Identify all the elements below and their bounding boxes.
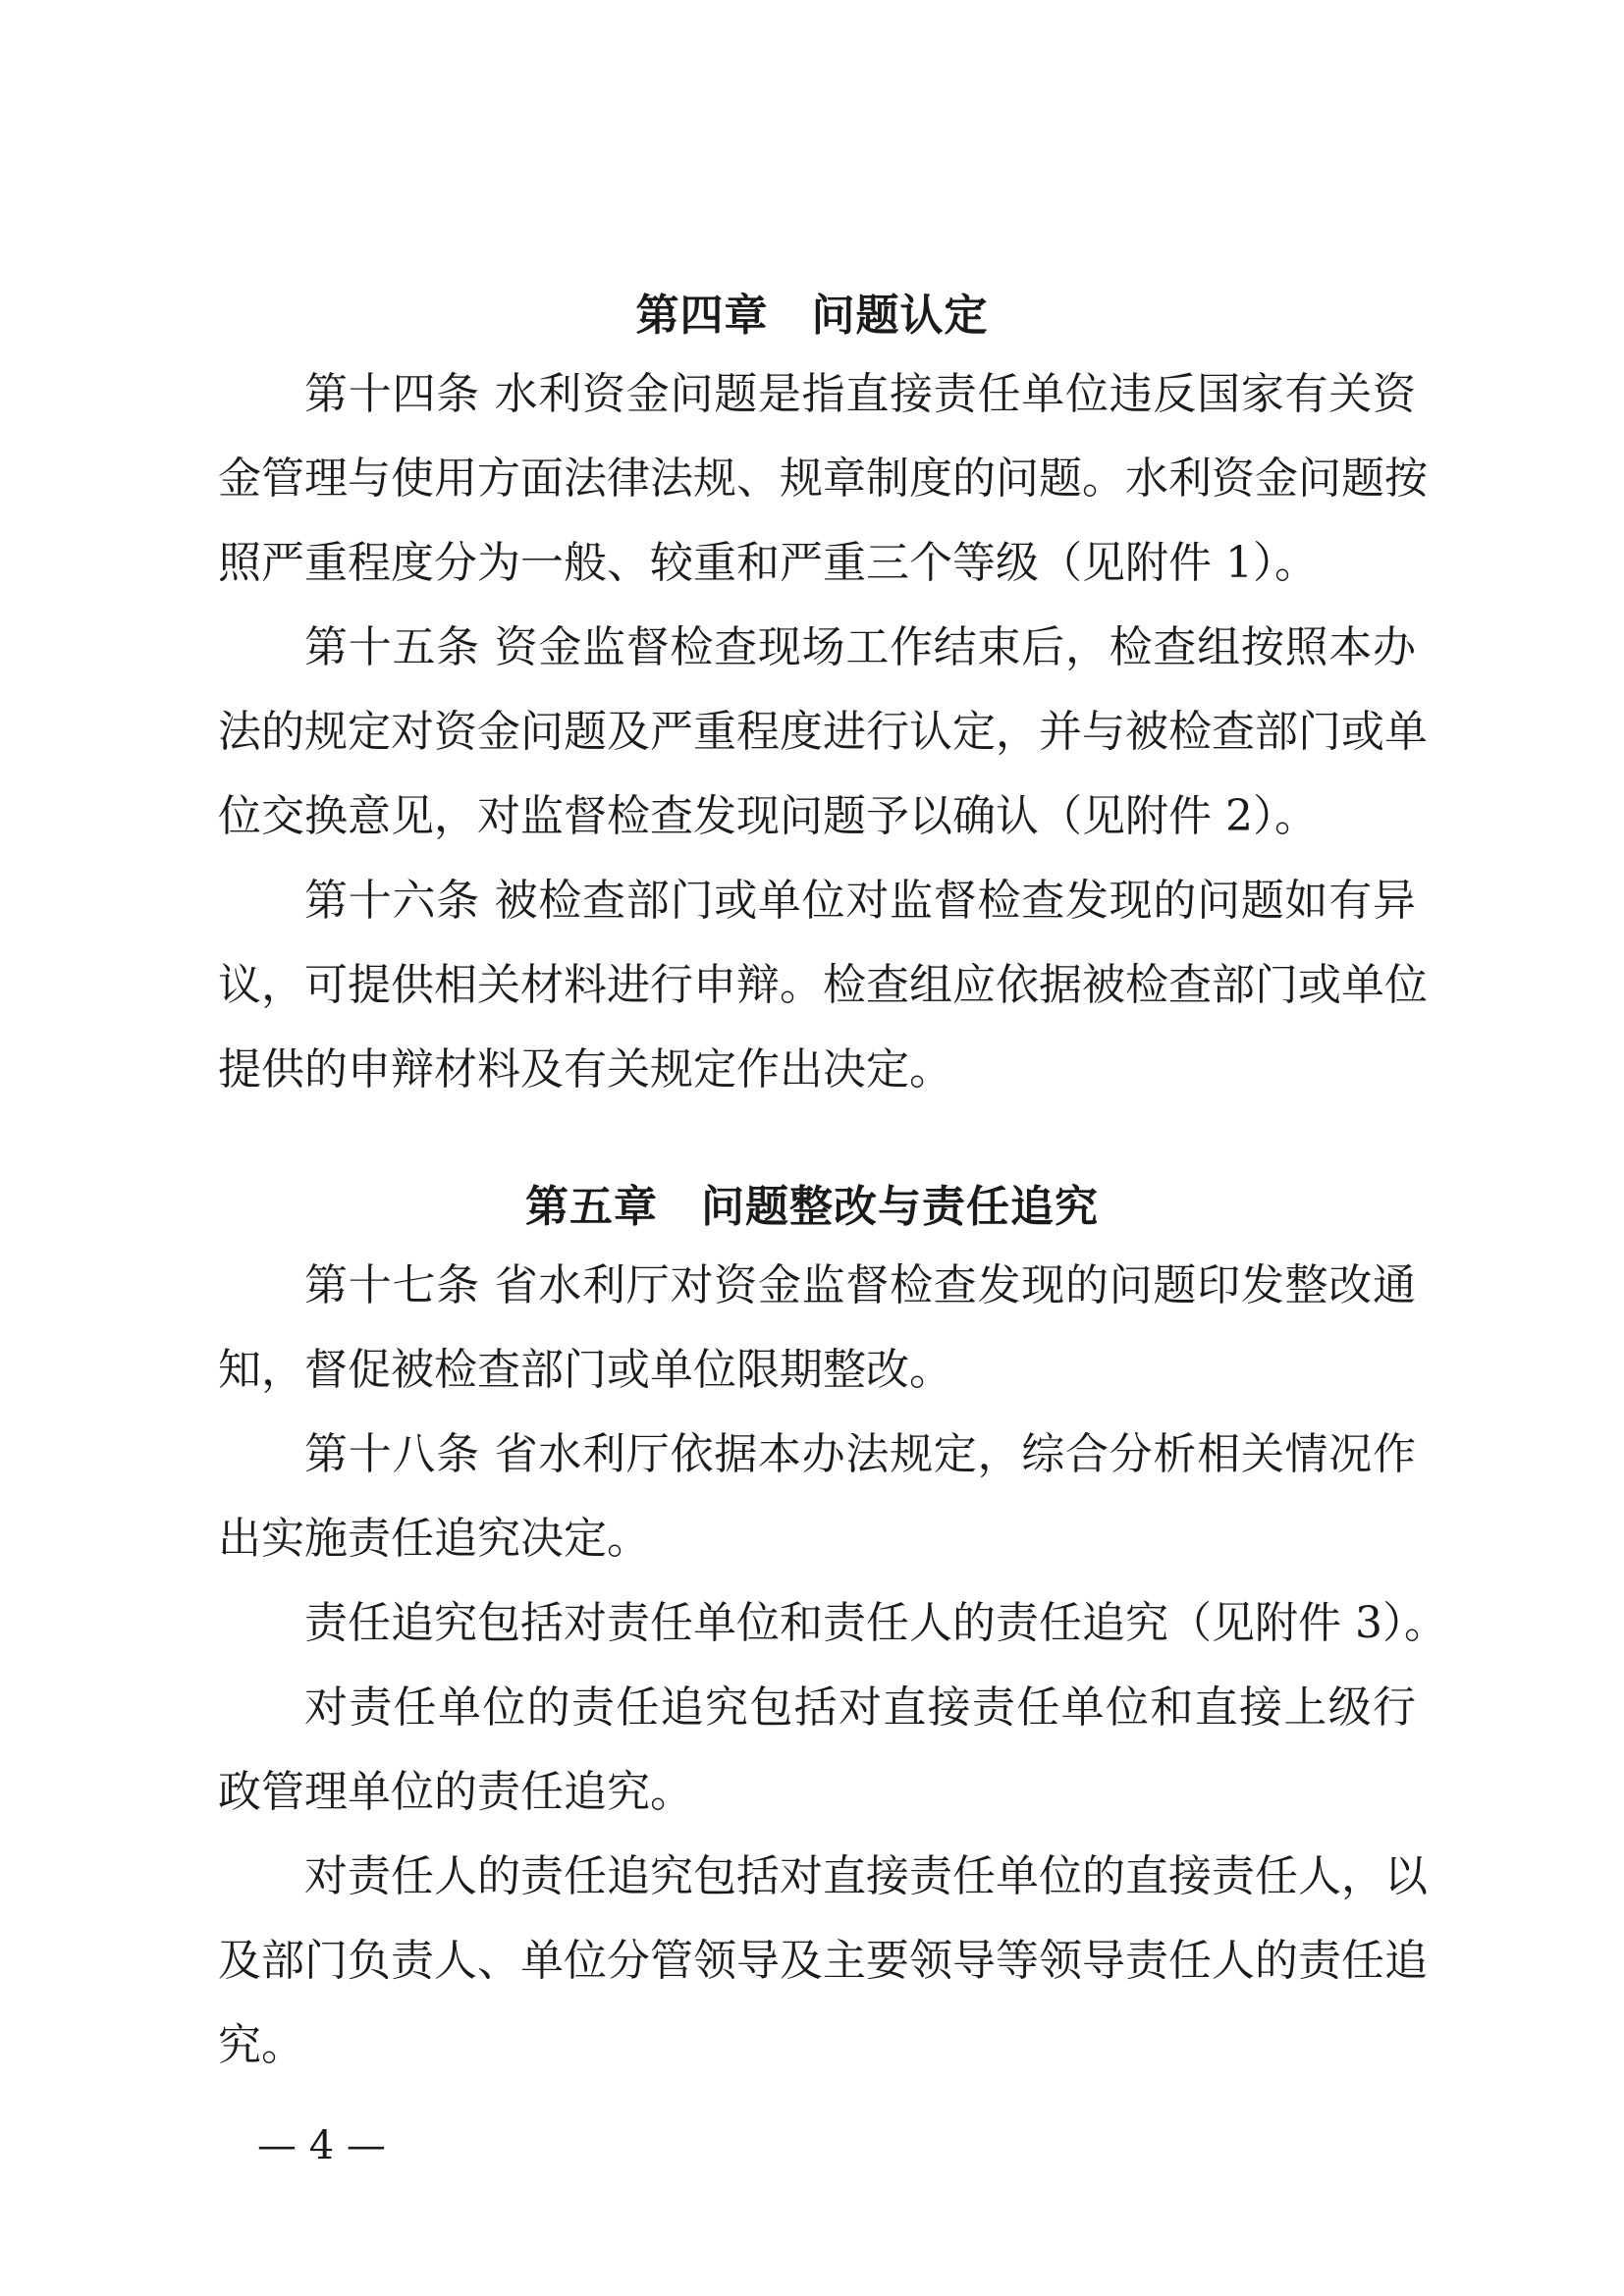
article-15-line-3: 位交换意见，对监督检查发现问题予以确认（见附件 2）。 bbox=[218, 791, 1318, 841]
page-number: — 4 — bbox=[257, 2123, 386, 2168]
article-17-line-2: 知，督促被检查部门或单位限期整改。 bbox=[218, 1345, 952, 1395]
article-16-line-2: 议，可提供相关材料进行申辩。检查组应依据被检查部门或单位 bbox=[218, 960, 1428, 1010]
article-15-line-2: 法的规定对资金问题及严重程度进行认定，并与被检查部门或单 bbox=[218, 707, 1428, 757]
chapter-4-number: 第四章 bbox=[635, 291, 769, 341]
chapter-5-title: 问题整改与责任追究 bbox=[701, 1182, 1099, 1232]
article-16-line-3: 提供的申辩材料及有关规定作出决定。 bbox=[218, 1044, 952, 1095]
chapter-4-heading bbox=[0, 287, 1624, 346]
article-17-line-1: 第十七条 省水利厅对资金监督检查发现的问题印发整改通 bbox=[304, 1260, 1416, 1310]
unit-accountability-line-2: 政管理单位的责任追究。 bbox=[218, 1767, 693, 1817]
chapter-5-heading bbox=[0, 1178, 1624, 1237]
article-18-line-1: 第十八条 省水利厅依据本办法规定，综合分析相关情况作 bbox=[304, 1429, 1416, 1479]
person-accountability-line-2: 及部门负责人、单位分管领导及主要领导等领导责任人的责任追 bbox=[218, 1936, 1428, 1986]
article-16-line-1: 第十六条 被检查部门或单位对监督检查发现的问题如有异 bbox=[304, 876, 1416, 926]
article-18-line-2: 出实施责任追究决定。 bbox=[218, 1514, 650, 1564]
unit-accountability-line-1: 对责任单位的责任追究包括对直接责任单位和直接上级行 bbox=[304, 1682, 1416, 1733]
chapter-5-number: 第五章 bbox=[525, 1182, 658, 1232]
person-accountability-line-1: 对责任人的责任追究包括对直接责任单位的直接责任人，以 bbox=[304, 1851, 1428, 1901]
article-14-line-2: 金管理与使用方面法律法规、规章制度的问题。水利资金问题按 bbox=[218, 454, 1428, 504]
article-15-line-1: 第十五条 资金监督检查现场工作结束后，检查组按照本办 bbox=[304, 622, 1416, 672]
accountability-scope-line: 责任追究包括对责任单位和责任人的责任追究（见附件 3）。 bbox=[304, 1598, 1447, 1648]
article-14-line-3: 照严重程度分为一般、较重和严重三个等级（见附件 1）。 bbox=[218, 538, 1318, 588]
chapter-4-title: 问题认定 bbox=[811, 291, 989, 341]
person-accountability-line-3: 究。 bbox=[218, 2020, 304, 2070]
article-14-line-1: 第十四条 水利资金问题是指直接责任单位违反国家有关资 bbox=[304, 369, 1416, 419]
